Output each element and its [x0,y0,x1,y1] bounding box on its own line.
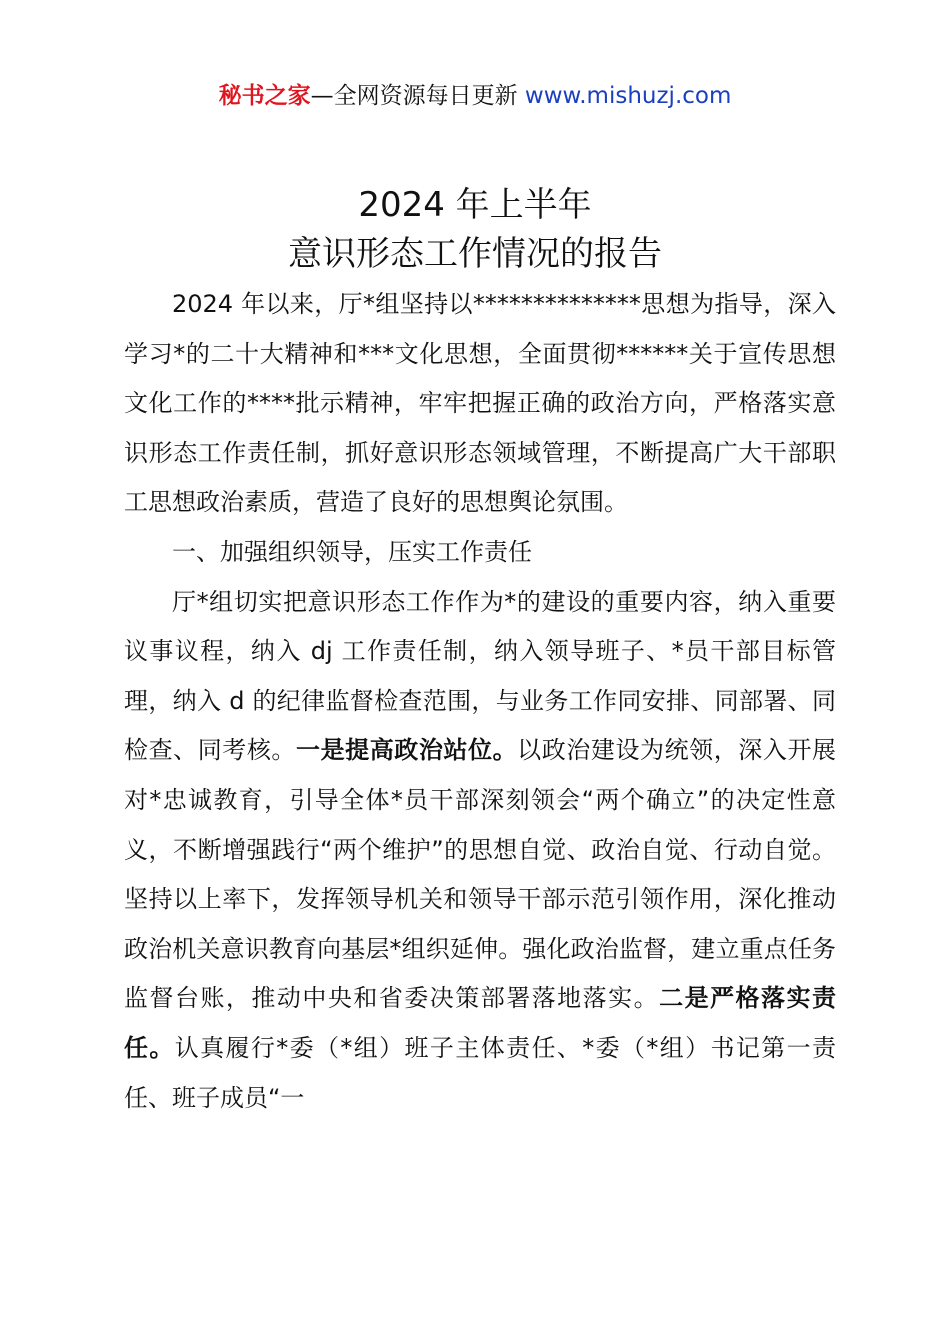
document-title-line-1: 2024 年上半年 [358,185,592,225]
section-1-bold-point-1: 一是提高政治站位。 [296,736,518,765]
section-1-text-c: 认真履行*委（*组）班子主体责任、*委（*组）书记第一责任、班子成员“一 [124,1033,837,1112]
site-url-link[interactable]: www.mishuzj.com [524,83,732,109]
site-tagline: —全网资源每日更新 [310,83,518,109]
section-1-text-b: 以政治建设为统领，深入开展对*忠诚教育，引导全体*员干部深刻领会“两个确立”的决定性意义，不断增强践行“两个维护”的思想自觉、政治自觉、行动自觉。坚持以上率下，发挥领导机关和领导干部示范引领作用，深化推动政治机关意识教育向基层*组织延伸。强化政治监督，建立重点任务监督台账，推动中央和省委决策部署落地落实。 [124,736,837,1013]
section-1-bold-point-2: 二是严格落实责任。 [124,984,836,1062]
document-title-line-2: 意识形态工作情况的报告 [288,234,662,274]
section-1-heading: 一、加强组织领导，压实工作责任 [172,537,532,566]
site-brand: 秘书之家 [218,83,311,109]
document-body [124,280,836,1123]
site-header [0,79,950,113]
section-1-text-a: 厅*组切实把意识形态工作作为*的建设的重要内容，纳入重要议事议程，纳入 dj 工作责任制，纳入领导班子、*员干部目标管理，纳入 d 的纪律监督检查范围，与业务工作同安排、同部署、同检查、同考核。 [124,587,836,765]
section-1-paragraph [124,578,836,1124]
intro-paragraph: 2024 年以来，厅*组坚持以**************思想为指导，深入学习*的二十大精神和***文化思想，全面贯彻******关于宣传思想文化工作的****批示精神，牢牢把握正确的政治方向，严格落实意识形态工作责任制，抓好意识形态领域管理，不断提高广大干部职工思想政治素质，营造了良好的思想舆论氛围。 [124,290,836,517]
